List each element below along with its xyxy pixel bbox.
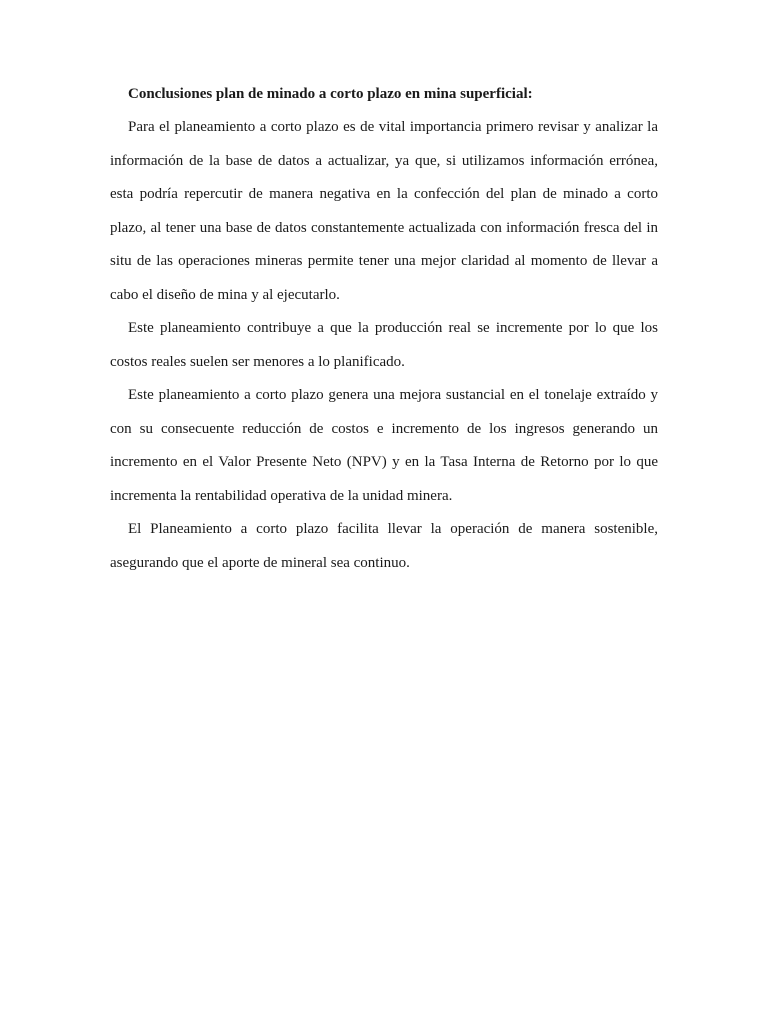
paragraph-4: El Planeamiento a corto plazo facilita llevar la operación de manera sostenible, asegurando que el aporte de mineral sea continuo.: [110, 521, 658, 571]
paragraph-2: Este planeamiento contribuye a que la producción real se incremente por lo que los costos reales suelen ser menores a lo planificado.: [110, 320, 658, 370]
document-body: [110, 78, 658, 580]
document-title: Conclusiones plan de minado a corto plazo en mina superficial:: [128, 86, 533, 102]
paragraph-3: Este planeamiento a corto plazo genera una mejora sustancial en el tonelaje extraído y con su consecuente reducción de costos e incremento de los ingresos generando un incremento en el Valor Presente Neto (NPV) y en la Tasa Interna de Retorno por lo que incrementa la rentabilidad operativa de la unidad minera.: [110, 387, 658, 504]
paragraph-1: Para el planeamiento a corto plazo es de vital importancia primero revisar y analizar la información de la base de datos a actualizar, ya que, si utilizamos información errónea, esta podría repercutir de manera negativa en la confección del plan de minado a corto plazo, al tener una base de datos constantemente actualizada con información fresca del in situ de las operaciones mineras permite tener una mejor claridad al momento de llevar a cabo el diseño de mina y al ejecutarlo.: [110, 119, 658, 303]
